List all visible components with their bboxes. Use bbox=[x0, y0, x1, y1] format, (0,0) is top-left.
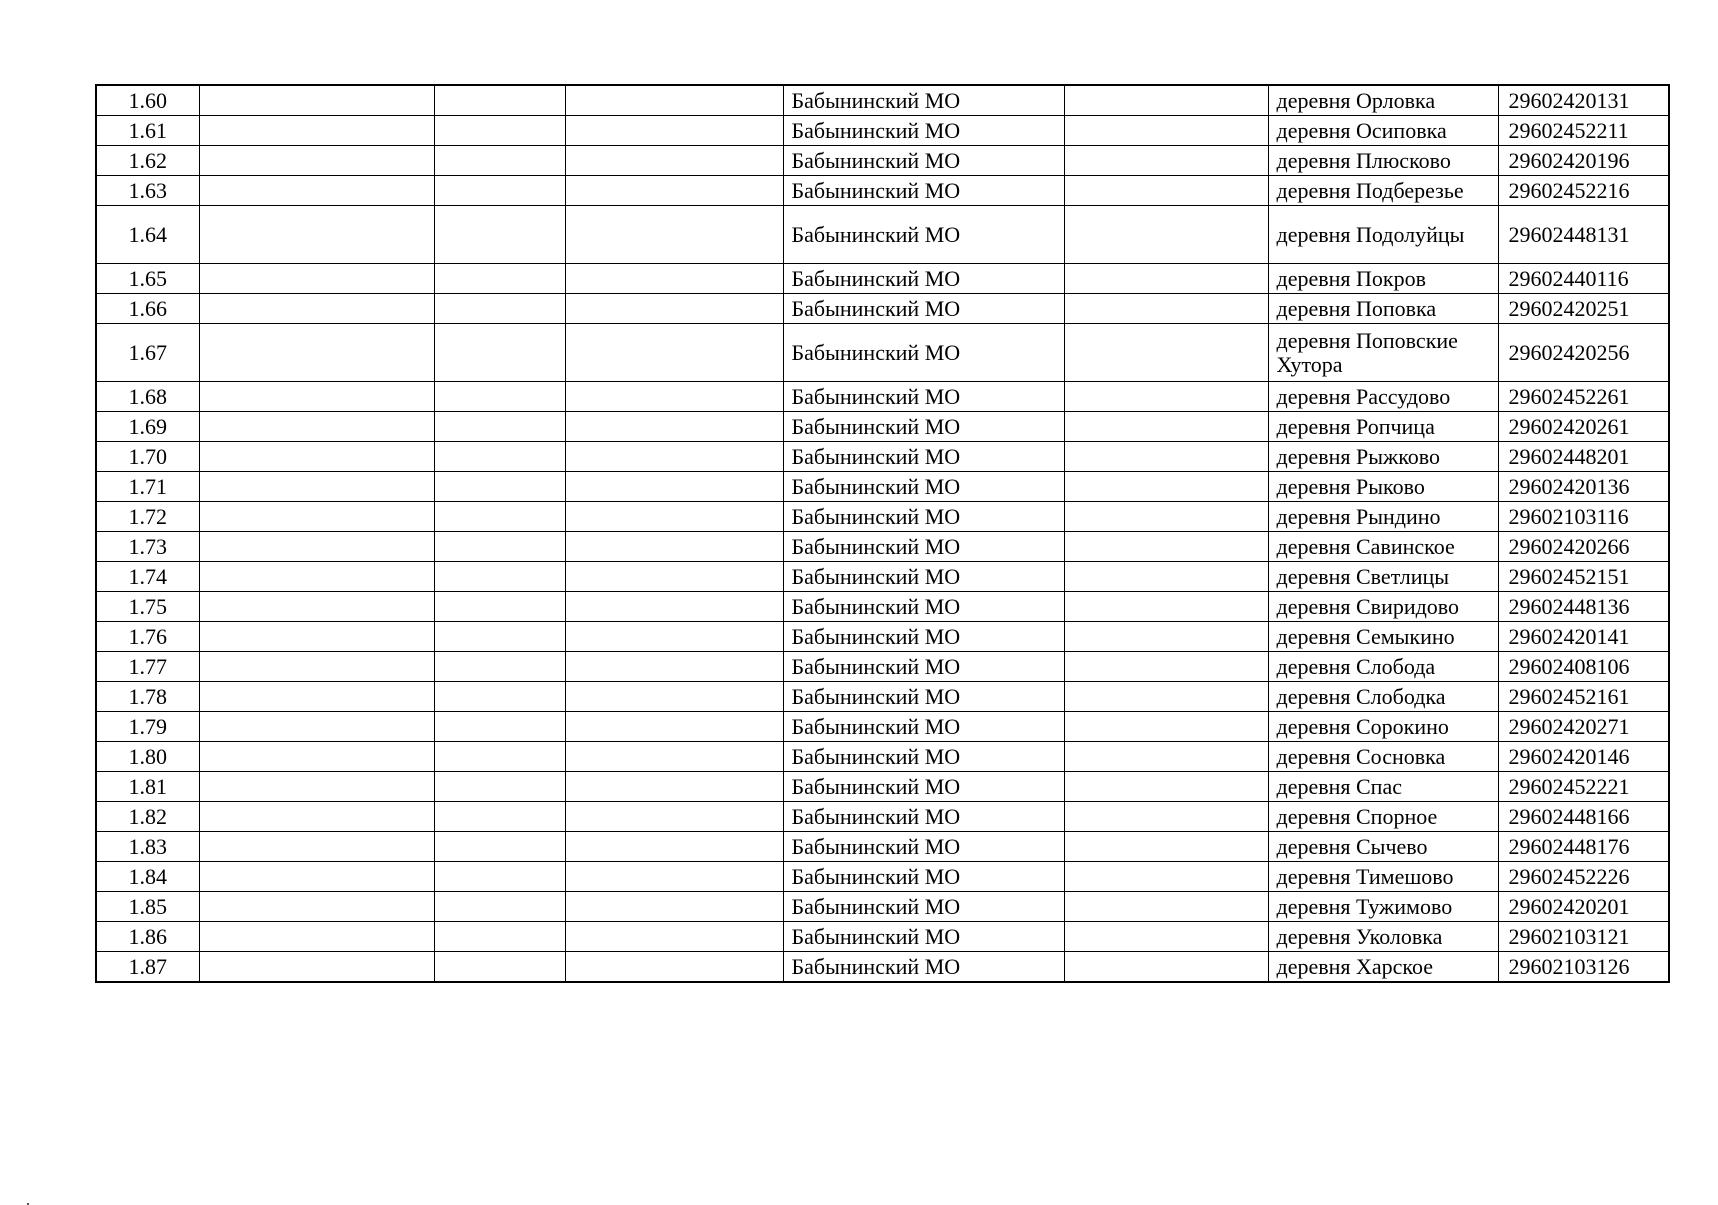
locality-cell: деревня Уколовка bbox=[1268, 922, 1498, 952]
municipality-cell: Бабынинский МО bbox=[783, 206, 1064, 264]
table-row bbox=[96, 712, 1669, 742]
table-row bbox=[96, 532, 1669, 562]
municipality-cell: Бабынинский МО bbox=[783, 772, 1064, 802]
empty-cell bbox=[565, 832, 783, 862]
empty-cell bbox=[434, 382, 565, 412]
empty-cell bbox=[434, 502, 565, 532]
empty-cell bbox=[1064, 862, 1268, 892]
row-number-cell: 1.68 bbox=[96, 382, 199, 412]
empty-cell bbox=[1064, 922, 1268, 952]
code-cell: 29602103126 bbox=[1498, 952, 1669, 983]
empty-cell bbox=[1064, 712, 1268, 742]
empty-cell bbox=[1064, 532, 1268, 562]
empty-cell bbox=[565, 862, 783, 892]
code-cell: 29602452261 bbox=[1498, 382, 1669, 412]
table-row bbox=[96, 622, 1669, 652]
row-number-cell: 1.85 bbox=[96, 892, 199, 922]
row-number-cell: 1.66 bbox=[96, 294, 199, 324]
empty-cell bbox=[1064, 832, 1268, 862]
empty-cell bbox=[199, 832, 434, 862]
table-row bbox=[96, 682, 1669, 712]
municipality-cell: Бабынинский МО bbox=[783, 952, 1064, 983]
table-row bbox=[96, 146, 1669, 176]
locality-cell: деревня Спорное bbox=[1268, 802, 1498, 832]
empty-cell bbox=[199, 742, 434, 772]
empty-cell bbox=[199, 85, 434, 116]
code-cell: 29602420131 bbox=[1498, 85, 1669, 116]
municipality-cell: Бабынинский МО bbox=[783, 324, 1064, 382]
empty-cell bbox=[434, 176, 565, 206]
locality-cell: деревня Ропчица bbox=[1268, 412, 1498, 442]
empty-cell bbox=[199, 652, 434, 682]
empty-cell bbox=[565, 146, 783, 176]
table-row bbox=[96, 472, 1669, 502]
municipality-cell: Бабынинский МО bbox=[783, 892, 1064, 922]
municipality-cell: Бабынинский МО bbox=[783, 382, 1064, 412]
row-number-cell: 1.61 bbox=[96, 116, 199, 146]
empty-cell bbox=[199, 146, 434, 176]
municipality-cell: Бабынинский МО bbox=[783, 712, 1064, 742]
empty-cell bbox=[434, 592, 565, 622]
empty-cell bbox=[434, 922, 565, 952]
row-number-cell: 1.79 bbox=[96, 712, 199, 742]
empty-cell bbox=[565, 206, 783, 264]
empty-cell bbox=[434, 742, 565, 772]
empty-cell bbox=[1064, 412, 1268, 442]
empty-cell bbox=[199, 294, 434, 324]
table-row bbox=[96, 922, 1669, 952]
empty-cell bbox=[1064, 622, 1268, 652]
table-body bbox=[96, 85, 1669, 982]
table-row bbox=[96, 832, 1669, 862]
empty-cell bbox=[434, 85, 565, 116]
table-row bbox=[96, 652, 1669, 682]
code-cell: 29602448176 bbox=[1498, 832, 1669, 862]
empty-cell bbox=[434, 116, 565, 146]
locality-cell: деревня Спас bbox=[1268, 772, 1498, 802]
table-row bbox=[96, 264, 1669, 294]
table-row bbox=[96, 116, 1669, 146]
empty-cell bbox=[434, 412, 565, 442]
row-number-cell: 1.77 bbox=[96, 652, 199, 682]
empty-cell bbox=[565, 324, 783, 382]
row-number-cell: 1.75 bbox=[96, 592, 199, 622]
municipality-cell: Бабынинский МО bbox=[783, 562, 1064, 592]
empty-cell bbox=[199, 592, 434, 622]
locality-cell: деревня Поповка bbox=[1268, 294, 1498, 324]
table-row bbox=[96, 892, 1669, 922]
empty-cell bbox=[199, 116, 434, 146]
row-number-cell: 1.71 bbox=[96, 472, 199, 502]
row-number-cell: 1.67 bbox=[96, 324, 199, 382]
empty-cell bbox=[199, 892, 434, 922]
empty-cell bbox=[565, 682, 783, 712]
code-cell: 29602420201 bbox=[1498, 892, 1669, 922]
empty-cell bbox=[199, 502, 434, 532]
locality-cell: деревня Тужимово bbox=[1268, 892, 1498, 922]
empty-cell bbox=[565, 294, 783, 324]
municipality-cell: Бабынинский МО bbox=[783, 802, 1064, 832]
code-cell: 29602420256 bbox=[1498, 324, 1669, 382]
empty-cell bbox=[565, 472, 783, 502]
row-number-cell: 1.82 bbox=[96, 802, 199, 832]
locality-cell: деревня Савинское bbox=[1268, 532, 1498, 562]
code-cell: 29602452151 bbox=[1498, 562, 1669, 592]
empty-cell bbox=[199, 382, 434, 412]
table-row bbox=[96, 324, 1669, 382]
empty-cell bbox=[434, 952, 565, 983]
municipality-cell: Бабынинский МО bbox=[783, 532, 1064, 562]
table-row bbox=[96, 176, 1669, 206]
row-number-cell: 1.84 bbox=[96, 862, 199, 892]
empty-cell bbox=[434, 472, 565, 502]
empty-cell bbox=[434, 532, 565, 562]
row-number-cell: 1.87 bbox=[96, 952, 199, 983]
empty-cell bbox=[434, 832, 565, 862]
municipality-cell: Бабынинский МО bbox=[783, 442, 1064, 472]
table-row bbox=[96, 85, 1669, 116]
locality-cell: деревня Рындино bbox=[1268, 502, 1498, 532]
table-row bbox=[96, 382, 1669, 412]
empty-cell bbox=[565, 412, 783, 442]
code-cell: 29602420196 bbox=[1498, 146, 1669, 176]
empty-cell bbox=[1064, 502, 1268, 532]
empty-cell bbox=[434, 206, 565, 264]
row-number-cell: 1.80 bbox=[96, 742, 199, 772]
code-cell: 29602420146 bbox=[1498, 742, 1669, 772]
empty-cell bbox=[199, 922, 434, 952]
empty-cell bbox=[1064, 472, 1268, 502]
empty-cell bbox=[565, 622, 783, 652]
row-number-cell: 1.74 bbox=[96, 562, 199, 592]
empty-cell bbox=[199, 622, 434, 652]
row-number-cell: 1.69 bbox=[96, 412, 199, 442]
locality-cell: деревня Рассудово bbox=[1268, 382, 1498, 412]
locality-cell: деревня Подберезье bbox=[1268, 176, 1498, 206]
empty-cell bbox=[434, 802, 565, 832]
empty-cell bbox=[1064, 176, 1268, 206]
municipality-cell: Бабынинский МО bbox=[783, 862, 1064, 892]
empty-cell bbox=[199, 862, 434, 892]
municipality-cell: Бабынинский МО bbox=[783, 116, 1064, 146]
code-cell: 29602103121 bbox=[1498, 922, 1669, 952]
empty-cell bbox=[199, 472, 434, 502]
empty-cell bbox=[434, 622, 565, 652]
code-cell: 29602448201 bbox=[1498, 442, 1669, 472]
empty-cell bbox=[1064, 264, 1268, 294]
table-row bbox=[96, 772, 1669, 802]
empty-cell bbox=[565, 712, 783, 742]
empty-cell bbox=[565, 802, 783, 832]
table-row bbox=[96, 412, 1669, 442]
empty-cell bbox=[434, 712, 565, 742]
code-cell: 29602420266 bbox=[1498, 532, 1669, 562]
empty-cell bbox=[565, 922, 783, 952]
table-row bbox=[96, 802, 1669, 832]
row-number-cell: 1.64 bbox=[96, 206, 199, 264]
empty-cell bbox=[434, 324, 565, 382]
empty-cell bbox=[565, 592, 783, 622]
code-cell: 29602420251 bbox=[1498, 294, 1669, 324]
empty-cell bbox=[1064, 592, 1268, 622]
table-row bbox=[96, 592, 1669, 622]
locality-cell: деревня Покров bbox=[1268, 264, 1498, 294]
empty-cell bbox=[1064, 682, 1268, 712]
empty-cell bbox=[199, 682, 434, 712]
empty-cell bbox=[1064, 85, 1268, 116]
row-number-cell: 1.73 bbox=[96, 532, 199, 562]
locality-cell: деревня Семыкино bbox=[1268, 622, 1498, 652]
empty-cell bbox=[1064, 116, 1268, 146]
locality-cell: деревня Подолуйцы bbox=[1268, 206, 1498, 264]
municipality-cell: Бабынинский МО bbox=[783, 682, 1064, 712]
row-number-cell: 1.81 bbox=[96, 772, 199, 802]
empty-cell bbox=[565, 382, 783, 412]
empty-cell bbox=[565, 652, 783, 682]
empty-cell bbox=[199, 712, 434, 742]
municipality-cell: Бабынинский МО bbox=[783, 652, 1064, 682]
locality-cell: деревня Сычево bbox=[1268, 832, 1498, 862]
municipality-cell: Бабынинский МО bbox=[783, 832, 1064, 862]
code-cell: 29602448131 bbox=[1498, 206, 1669, 264]
locality-cell: деревня Сосновка bbox=[1268, 742, 1498, 772]
table-row bbox=[96, 742, 1669, 772]
empty-cell bbox=[565, 176, 783, 206]
locality-cell: деревня Осиповка bbox=[1268, 116, 1498, 146]
empty-cell bbox=[434, 264, 565, 294]
row-number-cell: 1.86 bbox=[96, 922, 199, 952]
table-row bbox=[96, 206, 1669, 264]
empty-cell bbox=[434, 294, 565, 324]
locality-cell: деревня Сорокино bbox=[1268, 712, 1498, 742]
empty-cell bbox=[1064, 892, 1268, 922]
empty-cell bbox=[434, 562, 565, 592]
municipality-cell: Бабынинский МО bbox=[783, 502, 1064, 532]
empty-cell bbox=[199, 324, 434, 382]
table-row bbox=[96, 442, 1669, 472]
row-number-cell: 1.62 bbox=[96, 146, 199, 176]
locality-cell: деревня Свиридово bbox=[1268, 592, 1498, 622]
empty-cell bbox=[1064, 294, 1268, 324]
municipality-cell: Бабынинский МО bbox=[783, 264, 1064, 294]
empty-cell bbox=[565, 85, 783, 116]
empty-cell bbox=[565, 502, 783, 532]
empty-cell bbox=[565, 562, 783, 592]
empty-cell bbox=[1064, 742, 1268, 772]
row-number-cell: 1.78 bbox=[96, 682, 199, 712]
table-row bbox=[96, 862, 1669, 892]
empty-cell bbox=[434, 892, 565, 922]
locality-cell: деревня Орловка bbox=[1268, 85, 1498, 116]
code-cell: 29602448166 bbox=[1498, 802, 1669, 832]
code-cell: 29602103116 bbox=[1498, 502, 1669, 532]
empty-cell bbox=[199, 952, 434, 983]
code-cell: 29602420261 bbox=[1498, 412, 1669, 442]
empty-cell bbox=[199, 412, 434, 442]
municipality-cell: Бабынинский МО bbox=[783, 622, 1064, 652]
row-number-cell: 1.63 bbox=[96, 176, 199, 206]
empty-cell bbox=[1064, 952, 1268, 983]
empty-cell bbox=[199, 802, 434, 832]
empty-cell bbox=[1064, 382, 1268, 412]
code-cell: 29602420136 bbox=[1498, 472, 1669, 502]
municipality-cell: Бабынинский МО bbox=[783, 472, 1064, 502]
locality-cell: деревня Слобода bbox=[1268, 652, 1498, 682]
locality-cell: деревня Харское bbox=[1268, 952, 1498, 983]
code-cell: 29602448136 bbox=[1498, 592, 1669, 622]
empty-cell bbox=[565, 442, 783, 472]
settlements-table bbox=[95, 84, 1670, 983]
municipality-cell: Бабынинский МО bbox=[783, 922, 1064, 952]
code-cell: 29602420141 bbox=[1498, 622, 1669, 652]
table-row bbox=[96, 562, 1669, 592]
empty-cell bbox=[1064, 324, 1268, 382]
empty-cell bbox=[1064, 562, 1268, 592]
locality-cell: деревня Плюсково bbox=[1268, 146, 1498, 176]
empty-cell bbox=[565, 952, 783, 983]
locality-cell: деревня Слободка bbox=[1268, 682, 1498, 712]
municipality-cell: Бабынинский МО bbox=[783, 742, 1064, 772]
code-cell: 29602452211 bbox=[1498, 116, 1669, 146]
empty-cell bbox=[199, 772, 434, 802]
empty-cell bbox=[199, 442, 434, 472]
code-cell: 29602420271 bbox=[1498, 712, 1669, 742]
code-cell: 29602408106 bbox=[1498, 652, 1669, 682]
code-cell: 29602452216 bbox=[1498, 176, 1669, 206]
table-row bbox=[96, 952, 1669, 983]
empty-cell bbox=[565, 264, 783, 294]
empty-cell bbox=[199, 532, 434, 562]
row-number-cell: 1.72 bbox=[96, 502, 199, 532]
empty-cell bbox=[1064, 772, 1268, 802]
municipality-cell: Бабынинский МО bbox=[783, 412, 1064, 442]
empty-cell bbox=[1064, 206, 1268, 264]
row-number-cell: 1.76 bbox=[96, 622, 199, 652]
table-row bbox=[96, 294, 1669, 324]
empty-cell bbox=[434, 772, 565, 802]
locality-cell: деревня Тимешово bbox=[1268, 862, 1498, 892]
code-cell: 29602452226 bbox=[1498, 862, 1669, 892]
empty-cell bbox=[565, 532, 783, 562]
code-cell: 29602452221 bbox=[1498, 772, 1669, 802]
empty-cell bbox=[565, 772, 783, 802]
empty-cell bbox=[434, 442, 565, 472]
empty-cell bbox=[565, 892, 783, 922]
empty-cell bbox=[565, 116, 783, 146]
row-number-cell: 1.60 bbox=[96, 85, 199, 116]
empty-cell bbox=[199, 562, 434, 592]
locality-cell: деревня Рыково bbox=[1268, 472, 1498, 502]
municipality-cell: Бабынинский МО bbox=[783, 176, 1064, 206]
municipality-cell: Бабынинский МО bbox=[783, 592, 1064, 622]
empty-cell bbox=[199, 264, 434, 294]
municipality-cell: Бабынинский МО bbox=[783, 146, 1064, 176]
row-number-cell: 1.70 bbox=[96, 442, 199, 472]
empty-cell bbox=[1064, 146, 1268, 176]
empty-cell bbox=[434, 652, 565, 682]
empty-cell bbox=[434, 862, 565, 892]
municipality-cell: Бабынинский МО bbox=[783, 294, 1064, 324]
table-row bbox=[96, 502, 1669, 532]
empty-cell bbox=[565, 742, 783, 772]
code-cell: 29602440116 bbox=[1498, 264, 1669, 294]
empty-cell bbox=[1064, 652, 1268, 682]
row-number-cell: 1.83 bbox=[96, 832, 199, 862]
locality-cell: деревня Рыжково bbox=[1268, 442, 1498, 472]
row-number-cell: 1.65 bbox=[96, 264, 199, 294]
empty-cell bbox=[199, 176, 434, 206]
empty-cell bbox=[434, 682, 565, 712]
empty-cell bbox=[434, 146, 565, 176]
empty-cell bbox=[199, 206, 434, 264]
locality-cell: деревня Светлицы bbox=[1268, 562, 1498, 592]
locality-cell: деревня Поповские Хутора bbox=[1268, 324, 1498, 382]
empty-cell bbox=[1064, 442, 1268, 472]
municipality-cell: Бабынинский МО bbox=[783, 85, 1064, 116]
empty-cell bbox=[1064, 802, 1268, 832]
code-cell: 29602452161 bbox=[1498, 682, 1669, 712]
